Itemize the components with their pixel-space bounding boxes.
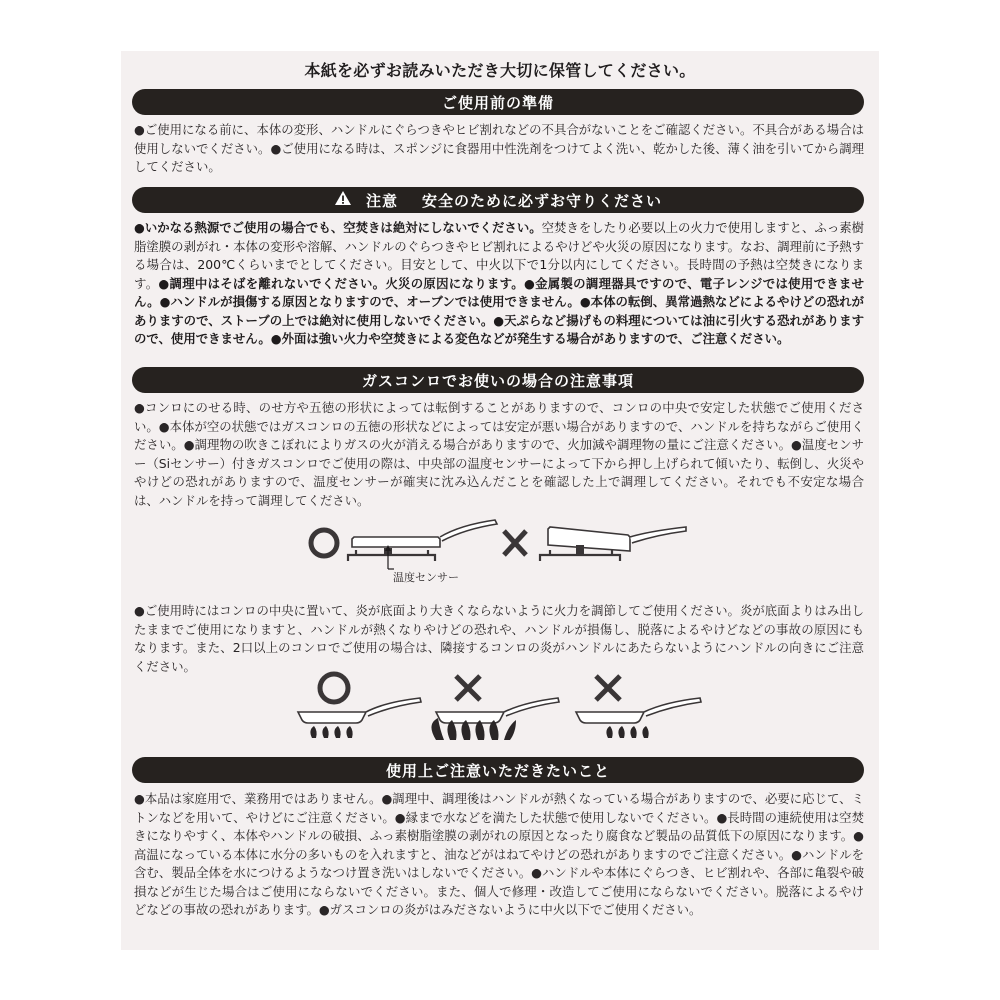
- flame-size-figure: [290, 668, 710, 748]
- pan-small-flame: [298, 698, 421, 738]
- usage-paragraph: ●本品は家庭用で、業務用ではありません。●調理中、調理後はハンドルが熱くなっている場合がありますので、必要に応じて、ミトンなどを用いて、やけどにご注意ください。●縁まで水などを満たした状態で使用しないでください。●長時間の連続使用は空焚きになりやすく、本体やハンドルの破損、ふっ素樹脂塗膜の剥がれの原因となったり腐食など製品の品質低下の原因になります。●高温になっている本体に水分の多いものを入れますと、油などがはねてやけどの恐れがありますのでご注意ください。●ハンドルを含む、製品全体を水につけるようなつけ置き洗いはしないでください。●ハンドルや本体にぐらつき、ヒビ割れや、各部に亀裂や破損などが生じた場合はご使用にならないでください。また、個人で修理・改造してご使用にならないでください。脱落によるやけどなどの事故の恐れがあります。●ガスコンロの炎がはみださないように中火以下でご使用ください。: [134, 791, 864, 917]
- sensor-pointer: [385, 545, 394, 569]
- incorrect-x-icon: [456, 676, 480, 700]
- caution-paragraph: [134, 219, 864, 349]
- pan-on-stove-correct: [348, 520, 497, 561]
- caution-text-bold-b: ●調理中はそばを離れないでください。火災の原因になります。●金属製の調理器具ですので、電子レンジでは使用できません。●ハンドルが損傷する原因となりますので、オーブンでは使用できません。●本体の転倒、異常過熱などによるやけどの恐れがありますので、ストーブの上では絶対に使用しないでください。●天ぷらなど揚げもの料理については油に引火する恐れがありますので、使用できません。●外面は強い火力や空焚きによる変色などが発生する場合がありますので、ご注意ください。: [134, 275, 864, 346]
- section-header-usage-label: 使用上ご注意いただきたいこと: [385, 761, 610, 780]
- correct-circle-icon: [311, 530, 337, 556]
- caution-text-bold-a: ●いかなる熱源でご使用の場合でも、空焚きは絶対にしないでください。: [134, 220, 542, 235]
- caution-subtitle: 安全のために必ずお守りください: [422, 191, 663, 210]
- section-header-prep-label: ご使用前の準備: [441, 93, 554, 112]
- incorrect-x-icon: [596, 676, 620, 700]
- pan-flame-reaching-handle: [576, 698, 701, 738]
- page-title: 本紙を必ずお読みいただき大切に保管してください。: [304, 61, 696, 80]
- correct-circle-icon: [320, 674, 348, 702]
- caution-label: 注意: [365, 191, 398, 210]
- section-header-gas-label: ガスコンロでお使いの場合の注意事項: [361, 371, 634, 390]
- prep-paragraph: ●ご使用になる前に、本体の変形、ハンドルにぐらつきやヒビ割れなどの不具合がないことをご確認ください。不具合がある場合は使用しないでください。●ご使用になる時は、スポンジに食器用中性洗剤をつけてよく洗い、乾かした後、薄く油を引いてから調理してください。: [134, 122, 864, 174]
- warning-triangle-icon: [334, 190, 352, 210]
- section-header-usage: [132, 757, 864, 783]
- sensor-label: 温度センサー: [393, 571, 459, 584]
- sensor-placement-figure: [300, 515, 700, 585]
- section-header-gas: [132, 367, 864, 393]
- pan-tilted-incorrect: [540, 527, 686, 561]
- pan-large-flame: [431, 698, 559, 740]
- gas-paragraph-2: ●ご使用時にはコンロの中央に置いて、炎が底面より大きくならないように火力を調節してご使用ください。炎が底面よりはみ出したままでご使用になりますと、ハンドルが熱くなりやけどの恐れや、ハンドルが損傷し、脱落によるやけどなどの事故の原因にもなります。また、2口以上のコンロでご使用の場合は、隣接するコンロの炎がハンドルにあたらないようにハンドルの向きにご注意ください。: [134, 603, 864, 674]
- incorrect-x-icon: [504, 531, 526, 555]
- gas-paragraph-1: ●コンロにのせる時、のせ方や五徳の形状によっては転倒することがありますので、コンロの中央で安定した状態でご使用ください。●本体が空の状態ではガスコンロの五徳の形状などによっては安定が悪い場合がありますので、ハンドルを持ちながらご使用ください。●調理物の吹きこぼれによりガスの火が消える場合がありますので、火加減や調理物の量にご注意ください。●温度センサー（Siセンサー）付きガスコンロでご使用の際は、中央部の温度センサーによって下から押し上げられて傾いたり、転倒し、火災ややけどの恐れがありますので、温度センサーが確実に沈み込んだことを確認した上で調理してください。それでも不安定な場合は、ハンドルを持って調理してください。: [134, 400, 864, 508]
- section-header-prep: [132, 89, 864, 115]
- caution-text-normal: 空焚きをしたり必要以上の火力で使用しますと、ふっ素樹脂塗膜の剥がれ・本体の変形や溶解、ハンドルのぐらつきやヒビ割れによるやけどや火災の原因になります。なお、調理前に予熱する場合は、200℃くらいまでとしてください。目安として、中火以下で1分以内にしてください。長時間の予熱は空焚きになります。: [134, 220, 865, 291]
- section-header-caution: [132, 187, 864, 213]
